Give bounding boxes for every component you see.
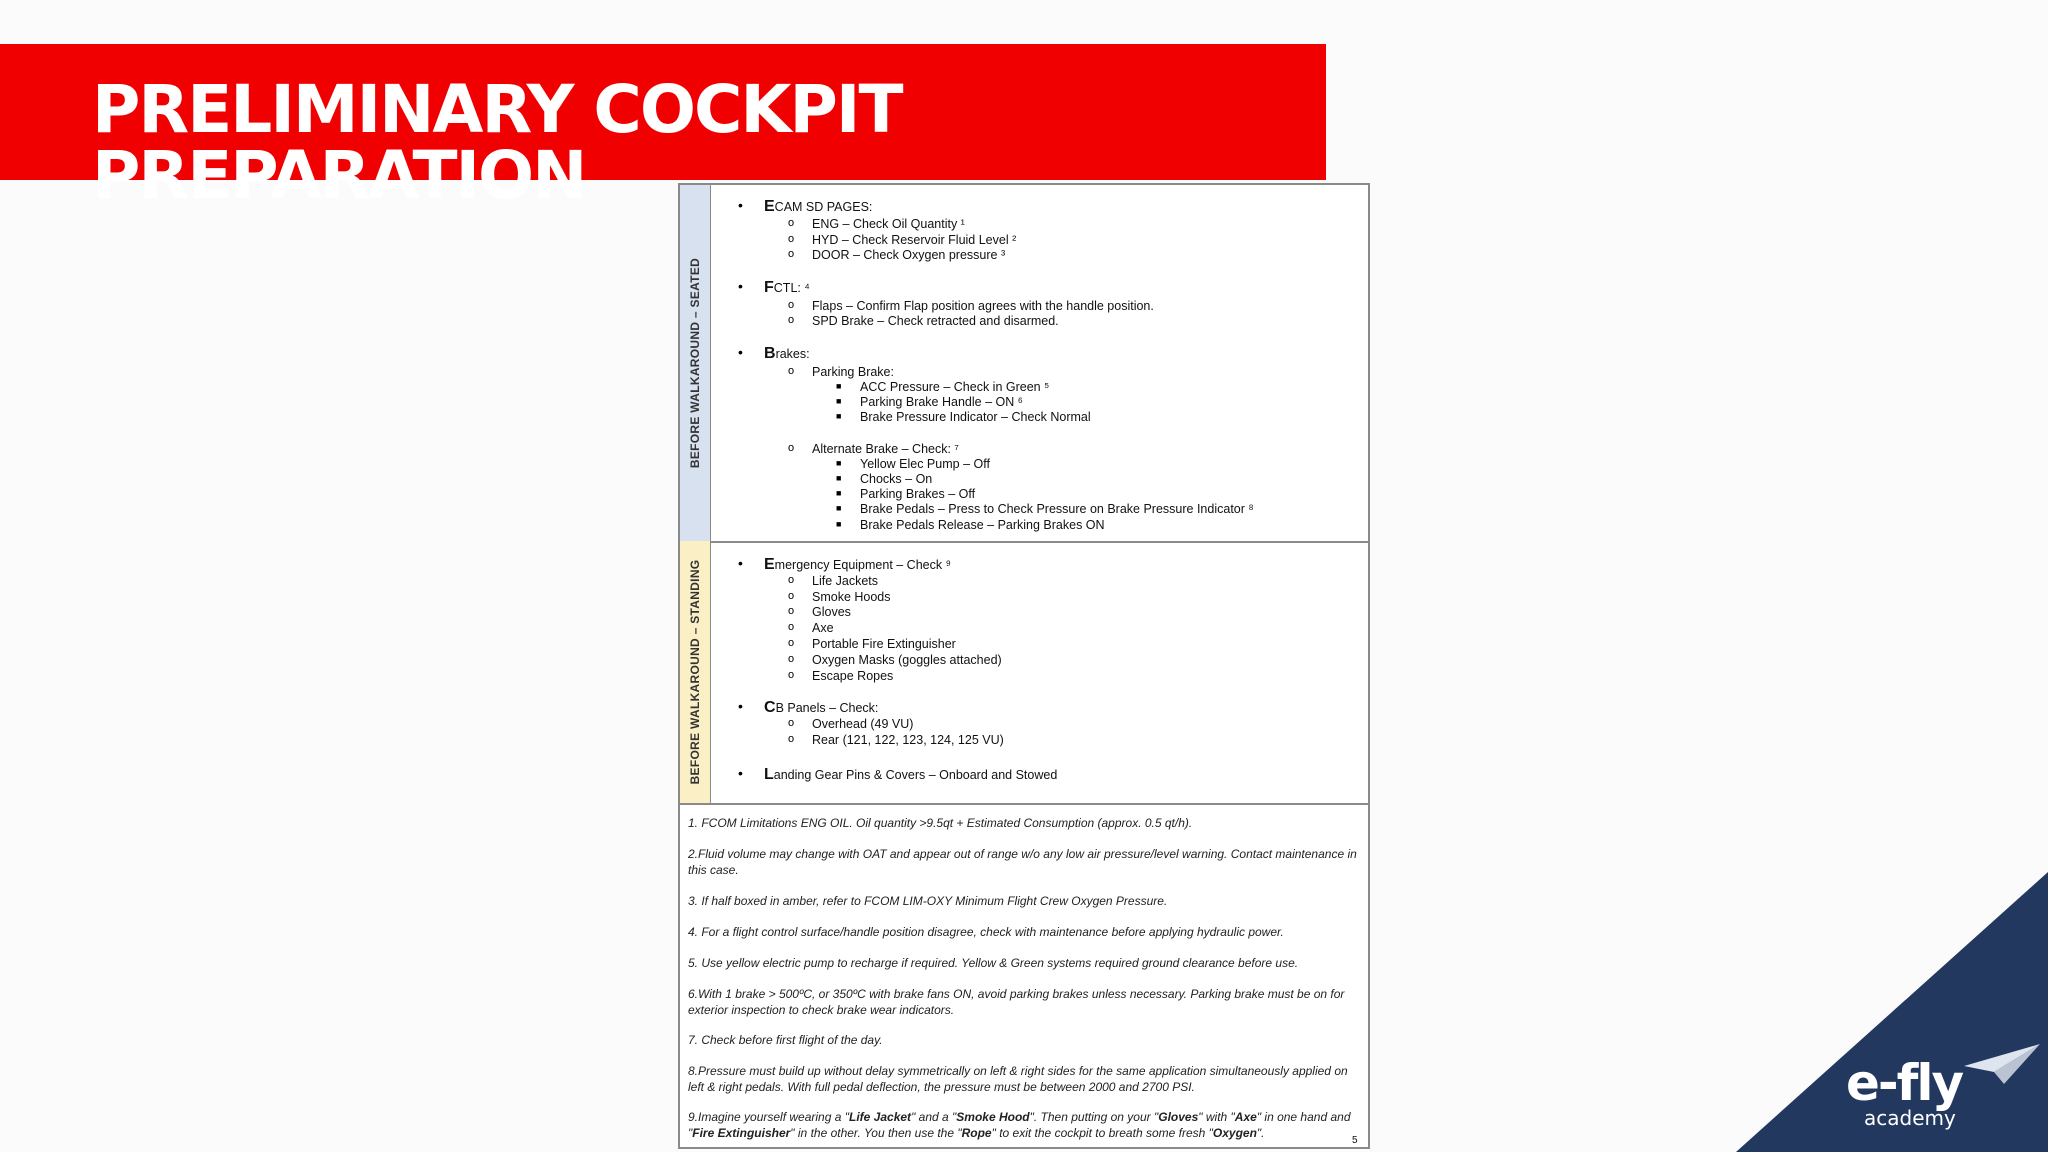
footnote-3: 3. If half boxed in amber, refer to FCOM LIM-OXY Minimum Flight Crew Oxygen Pressure.	[688, 894, 1168, 908]
list-item: Yellow Elec Pump – Off	[860, 457, 990, 471]
list-item: Life Jackets	[812, 574, 879, 588]
list-item: Chocks – On	[860, 472, 933, 486]
checklist-document	[678, 183, 1370, 1149]
bullet-icon: •	[738, 197, 743, 213]
section-label-standing: BEFORE WALKAROUND – STANDING	[688, 559, 702, 785]
footnote-2: 2.Fluid volume may change with OAT and appear out of range w/o any low air pressure/level warning. Contact maintenance in this case.	[688, 847, 1357, 877]
list-item: Parking Brake Handle – ON ⁶	[860, 395, 1023, 409]
square-bullet-icon: ■	[836, 381, 842, 391]
list-item: ENG – Check Oil Quantity ¹	[812, 217, 965, 231]
square-bullet-icon: ■	[836, 519, 842, 529]
section-seated	[680, 185, 1368, 543]
circle-bullet-icon: o	[788, 621, 795, 633]
square-bullet-icon: ■	[836, 488, 842, 498]
square-bullet-icon: ■	[836, 396, 842, 406]
section-label-seated: BEFORE WALKAROUND – SEATED	[688, 257, 702, 469]
list-item: Flaps – Confirm Flap position agrees with the handle position.	[812, 299, 1154, 313]
circle-bullet-icon: o	[788, 442, 795, 454]
list-item: Overhead (49 VU)	[812, 717, 914, 731]
heading-ecam: ECAM SD PAGES:	[764, 198, 873, 215]
section-standing	[680, 541, 1368, 805]
circle-bullet-icon: o	[788, 637, 795, 649]
circle-bullet-icon: o	[788, 365, 795, 377]
footnote-4: 4. For a flight control surface/handle position disagree, check with maintenance before applying hydraulic power.	[688, 925, 1284, 939]
list-item: Brake Pressure Indicator – Check Normal	[860, 410, 1091, 424]
list-item: HYD – Check Reservoir Fluid Level ²	[812, 233, 1017, 247]
footnote-1: 1. FCOM Limitations ENG OIL. Oil quantity >9.5qt + Estimated Consumption (approx. 0.5 qt/h).	[688, 816, 1193, 830]
heading-emergency: Emergency Equipment – Check ⁹	[764, 556, 951, 573]
efly-academy-logo: e-fly academy	[1846, 1058, 1962, 1108]
circle-bullet-icon: o	[788, 669, 795, 681]
list-item: Portable Fire Extinguisher	[812, 637, 956, 651]
circle-bullet-icon: o	[788, 653, 795, 665]
list-item: Oxygen Masks (goggles attached)	[812, 653, 1002, 667]
list-item-parking-brake: Parking Brake:	[812, 365, 894, 379]
square-bullet-icon: ■	[836, 473, 842, 483]
paper-plane-icon	[1964, 1042, 2042, 1086]
list-item-alternate-brake: Alternate Brake – Check: ⁷	[812, 442, 959, 456]
footnote-7: 7. Check before first flight of the day.	[688, 1033, 883, 1047]
heading-cb-panels: CB Panels – Check:	[764, 699, 879, 716]
circle-bullet-icon: o	[788, 605, 795, 617]
bullet-icon: •	[738, 698, 743, 714]
footnote-9: 9.Imagine yourself wearing a "Life Jacket" and a "Smoke Hood". Then putting on your "Gloves" with "Axe" in one hand and "Fire Extinguisher" in the other. You then use the "Rope" to exit the cockpit to breath some fresh "Oxygen".	[688, 1110, 1351, 1140]
circle-bullet-icon: o	[788, 574, 795, 586]
section-label-bar	[680, 185, 711, 541]
list-item: Brake Pedals Release – Parking Brakes ON	[860, 518, 1105, 532]
square-bullet-icon: ■	[836, 458, 842, 468]
footnote-6: 6.With 1 brake > 500ºC, or 350ºC with brake fans ON, avoid parking brakes unless necessary. Parking brake must be on for exterior inspection to check brake wear indicators.	[688, 987, 1345, 1017]
heading-fctl: FCTL: ⁴	[764, 279, 810, 296]
list-item: Smoke Hoods	[812, 590, 891, 604]
circle-bullet-icon: o	[788, 233, 795, 245]
square-bullet-icon: ■	[836, 503, 842, 513]
list-item: Rear (121, 122, 123, 124, 125 VU)	[812, 733, 1004, 747]
list-item: Gloves	[812, 605, 851, 619]
circle-bullet-icon: o	[788, 299, 795, 311]
heading-landing-gear: Landing Gear Pins & Covers – Onboard and Stowed	[764, 766, 1058, 783]
square-bullet-icon: ■	[836, 411, 842, 421]
bullet-icon: •	[738, 278, 743, 294]
page-title: PRELIMINARY COCKPIT PREPARATION	[92, 71, 902, 214]
list-item: Axe	[812, 621, 834, 635]
footnote-5: 5. Use yellow electric pump to recharge if required. Yellow & Green systems required ground clearance before use.	[688, 956, 1299, 970]
page-number: 5	[1352, 1135, 1358, 1146]
list-item: Escape Ropes	[812, 669, 894, 683]
list-item: Brake Pedals – Press to Check Pressure on Brake Pressure Indicator ⁸	[860, 502, 1254, 516]
section-label-bar	[680, 541, 711, 803]
bullet-icon: •	[738, 344, 743, 360]
footnote-8: 8.Pressure must build up without delay symmetrically on left & right sides for the same application simultaneously applied on left & right pedals. With full pedal deflection, the pressure must be between 2000 and 2700 PSI.	[688, 1064, 1348, 1094]
list-item: SPD Brake – Check retracted and disarmed.	[812, 314, 1059, 328]
bullet-icon: •	[738, 765, 743, 781]
circle-bullet-icon: o	[788, 314, 795, 326]
circle-bullet-icon: o	[788, 733, 795, 745]
circle-bullet-icon: o	[788, 717, 795, 729]
list-item: ACC Pressure – Check in Green ⁵	[860, 380, 1050, 394]
heading-brakes: Brakes:	[764, 345, 810, 362]
list-item: Parking Brakes – Off	[860, 487, 976, 501]
bullet-icon: •	[738, 555, 743, 571]
circle-bullet-icon: o	[788, 248, 795, 260]
circle-bullet-icon: o	[788, 590, 795, 602]
footnotes-section	[680, 803, 1368, 1149]
circle-bullet-icon: o	[788, 217, 795, 229]
list-item: DOOR – Check Oxygen pressure ³	[812, 248, 1006, 262]
